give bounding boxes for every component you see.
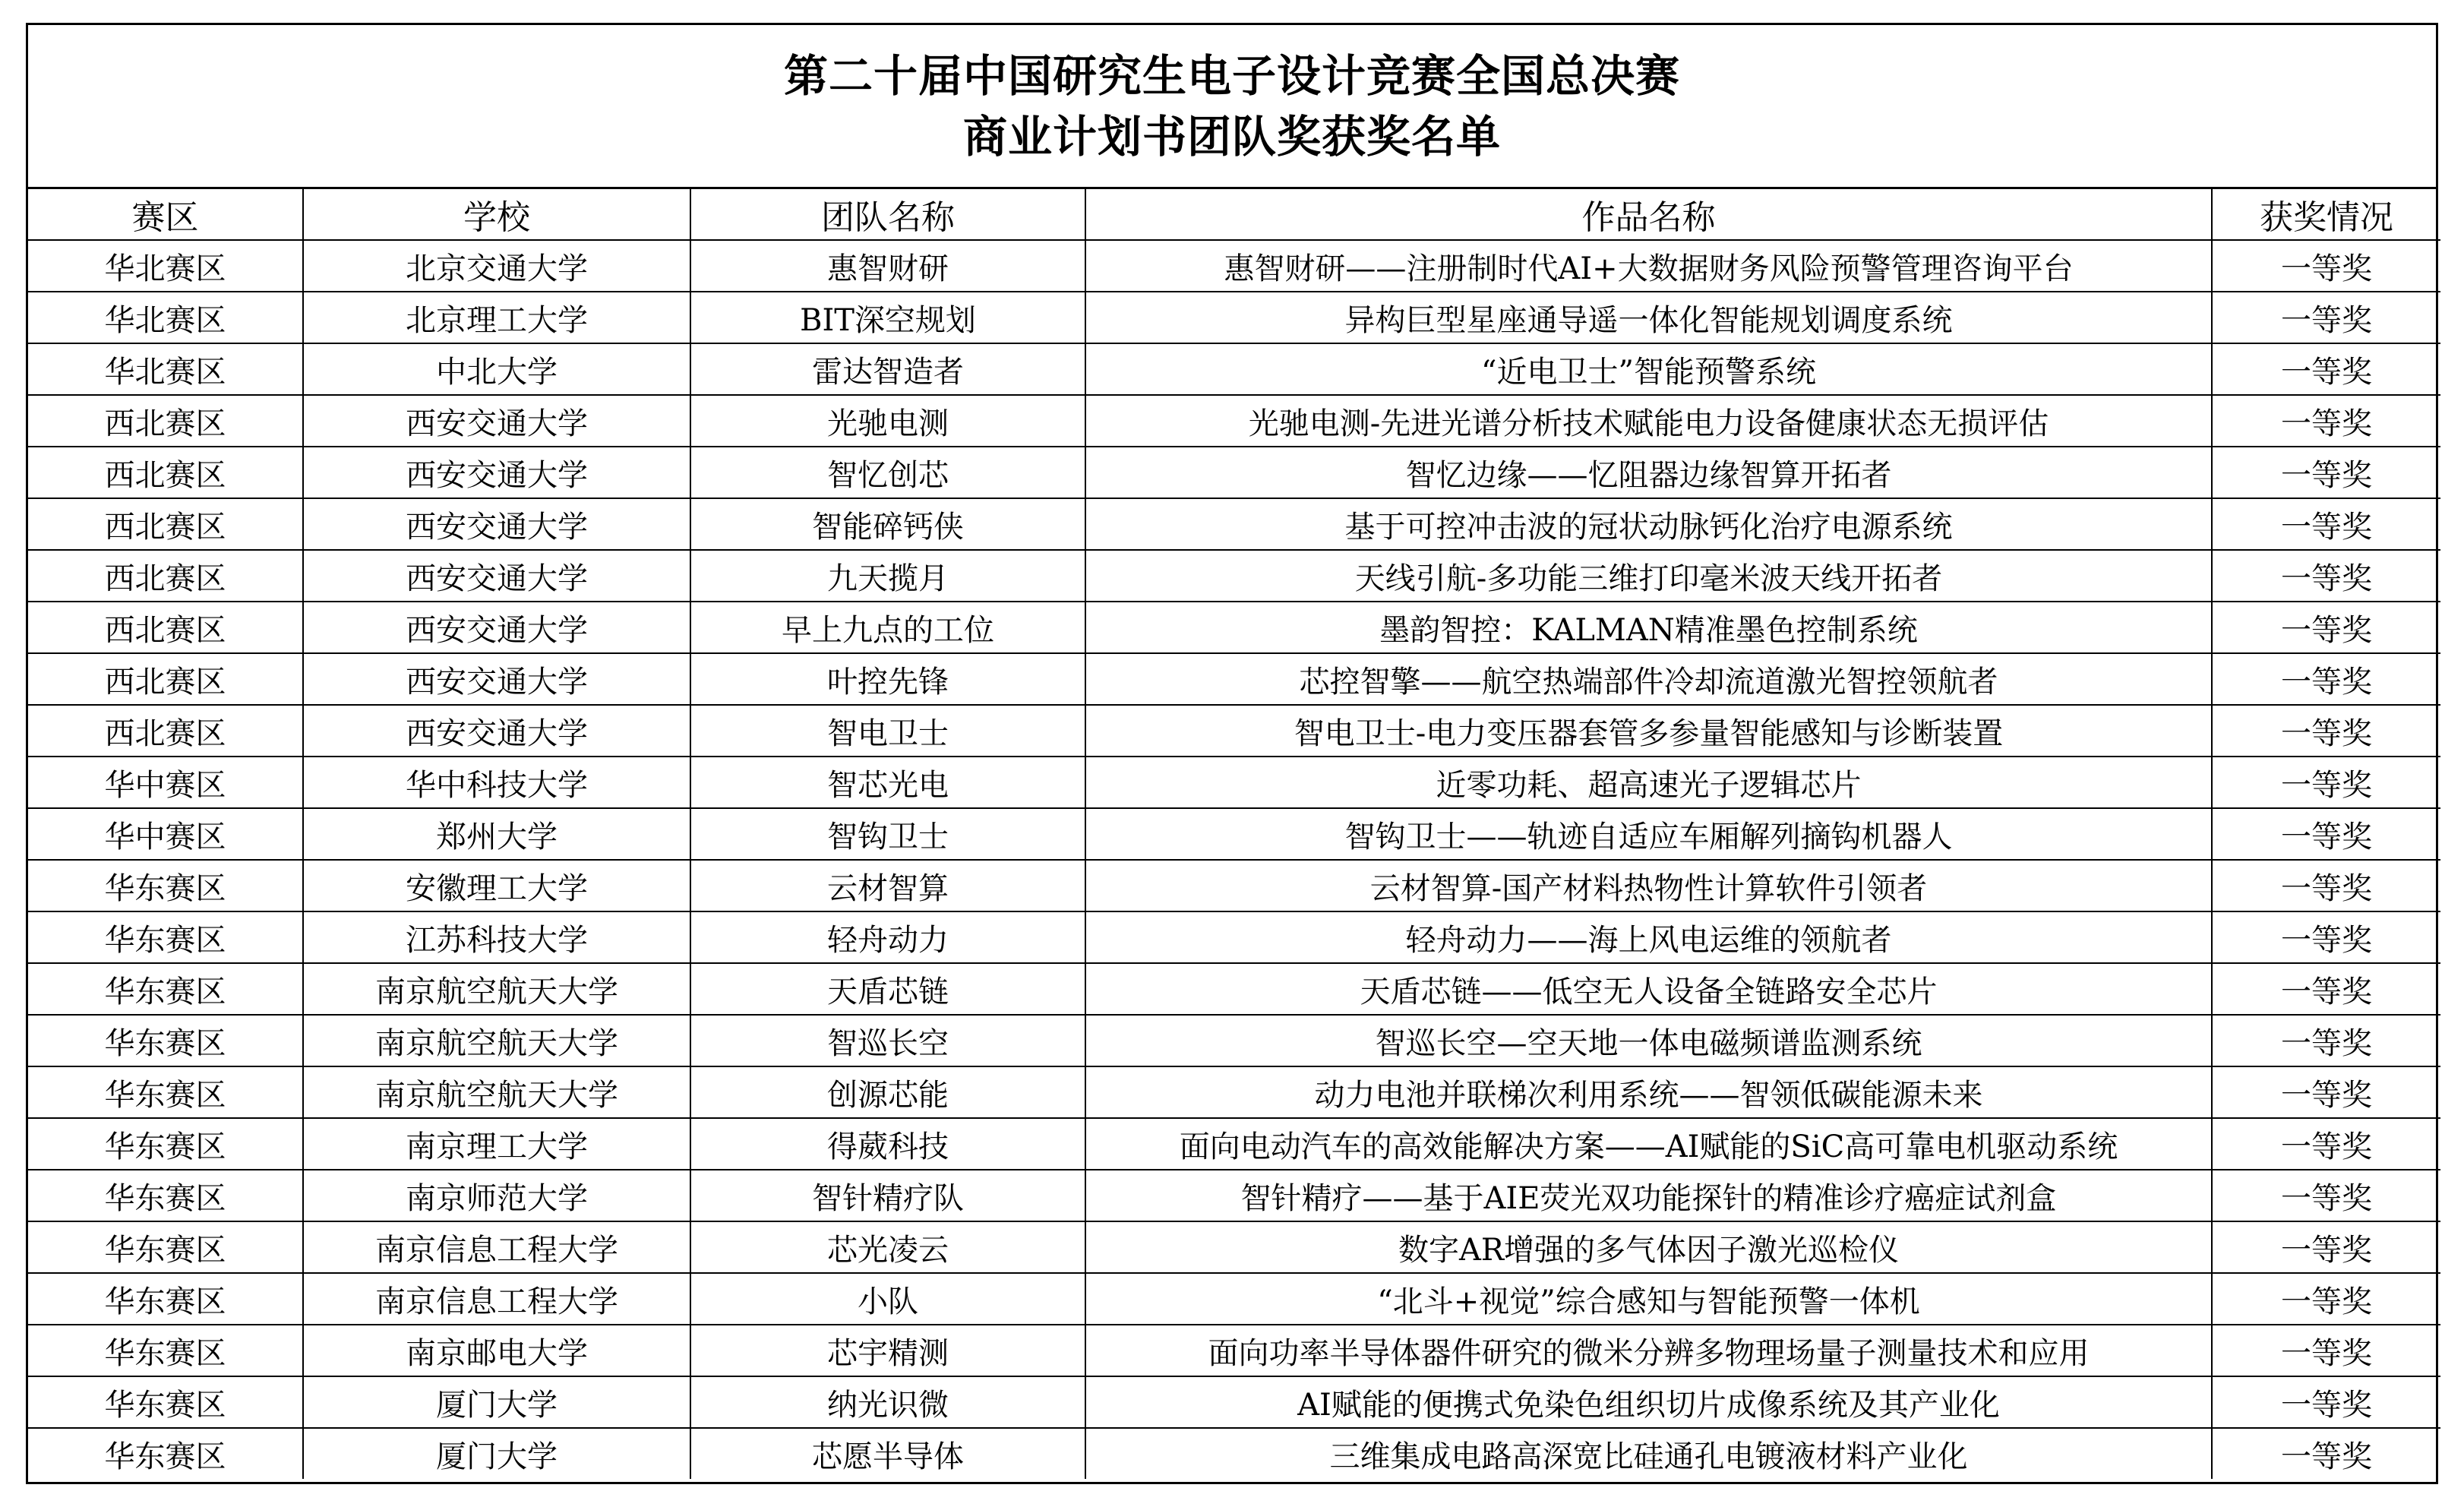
cell-region: 华东赛区 — [28, 1273, 303, 1325]
cell-award: 一等奖 — [2212, 1273, 2440, 1325]
table-row — [28, 653, 2440, 705]
cell-team-name: 云材智算 — [690, 860, 1085, 911]
cell-work-name: 智巡长空—空天地一体电磁频谱监测系统 — [1085, 1015, 2212, 1066]
cell-work-name: 惠智财研——注册制时代AI+大数据财务风险预警管理咨询平台 — [1085, 240, 2212, 292]
cell-work-name: 智钩卫士——轨迹自适应车厢解列摘钩机器人 — [1085, 808, 2212, 860]
cell-award: 一等奖 — [2212, 860, 2440, 911]
cell-school: 南京理工大学 — [303, 1118, 690, 1170]
cell-award: 一等奖 — [2212, 1118, 2440, 1170]
header-region: 赛区 — [28, 189, 303, 240]
header-school: 学校 — [303, 189, 690, 240]
cell-award: 一等奖 — [2281, 1439, 2372, 1474]
cell-work-name: AI赋能的便携式免染色组织切片成像系统及其产业化 — [1085, 1376, 2212, 1428]
cell-school: 南京信息工程大学 — [303, 1221, 690, 1273]
table-row — [28, 757, 2440, 808]
cell-region: 华东赛区 — [28, 860, 303, 911]
cell-work-name: 芯控智擎——航空热端部件冷却流道激光智控领航者 — [1085, 653, 2212, 705]
cell-award: 一等奖 — [2212, 653, 2440, 705]
cell-work-name: 数字AR增强的多气体因子激光巡检仪 — [1085, 1221, 2212, 1273]
cell-region: 华东赛区 — [28, 1428, 303, 1479]
cell-school: 中北大学 — [303, 343, 690, 395]
cell-team-name: 芯光凌云 — [690, 1221, 1085, 1273]
table-body — [28, 240, 2440, 1479]
cell-work-name: 面向功率半导体器件研究的微米分辨多物理场量子测量技术和应用 — [1085, 1325, 2212, 1376]
header-work-name: 作品名称 — [1085, 189, 2212, 240]
cell-region: 华东赛区 — [28, 1118, 303, 1170]
cell-award: 一等奖 — [2212, 240, 2440, 292]
cell-award: 一等奖 — [2212, 602, 2440, 653]
cell-region: 华东赛区 — [28, 1015, 303, 1066]
table-row — [28, 498, 2440, 550]
cell-work-name: 天线引航-多功能三维打印毫米波天线开拓者 — [1085, 550, 2212, 602]
document-subtitle: 商业计划书团队奖获奖名单 — [962, 110, 1501, 163]
table-row — [28, 292, 2440, 343]
cell-school: 西安交通大学 — [303, 447, 690, 498]
cell-school: 郑州大学 — [303, 808, 690, 860]
table-row — [28, 1376, 2440, 1428]
cell-work-name: 云材智算-国产材料热物性计算软件引领者 — [1085, 860, 2212, 911]
cell-school: 安徽理工大学 — [303, 860, 690, 911]
cell-region: 华中赛区 — [28, 757, 303, 808]
cell-team-name: 纳光识微 — [690, 1376, 1085, 1428]
cell-region: 华东赛区 — [28, 1066, 303, 1118]
cell-award: 一等奖 — [2212, 705, 2440, 757]
cell-award: 一等奖 — [2212, 498, 2440, 550]
cell-school: 西安交通大学 — [303, 602, 690, 653]
table-row — [28, 343, 2440, 395]
cell-work-name: 面向电动汽车的高效能解决方案——AI赋能的SiC高可靠电机驱动系统 — [1085, 1118, 2212, 1170]
cell-award: 一等奖 — [2212, 1325, 2440, 1376]
cell-work-name: 异构巨型星座通导遥一体化智能规划调度系统 — [1085, 292, 2212, 343]
cell-award: 一等奖 — [2212, 757, 2440, 808]
cell-award: 一等奖 — [2212, 395, 2440, 447]
cell-school: 北京理工大学 — [303, 292, 690, 343]
cell-work-name: 光驰电测-先进光谱分析技术赋能电力设备健康状态无损评估 — [1085, 395, 2212, 447]
table-row — [28, 808, 2440, 860]
cell-region: 华东赛区 — [28, 1221, 303, 1273]
table-row — [28, 1015, 2440, 1066]
cell-school: 南京邮电大学 — [303, 1325, 690, 1376]
cell-region: 华中赛区 — [28, 808, 303, 860]
cell-team-name: 智钩卫士 — [690, 808, 1085, 860]
cell-team-name: 早上九点的工位 — [690, 602, 1085, 653]
cell-work-name: 基于可控冲击波的冠状动脉钙化治疗电源系统 — [1085, 498, 2212, 550]
cell-work-name: 三维集成电路高深宽比硅通孔电镀液材料产业化 — [1085, 1428, 2212, 1479]
cell-team-name: 光驰电测 — [690, 395, 1085, 447]
cell-region: 西北赛区 — [28, 653, 303, 705]
document-title: 第二十届中国研究生电子设计竞赛全国总决赛 — [783, 49, 1680, 102]
table-row — [28, 1170, 2440, 1221]
cell-work-name: 智针精疗——基于AIE荧光双功能探针的精准诊疗癌症试剂盒 — [1085, 1170, 2212, 1221]
cell-award: 一等奖 — [2212, 1066, 2440, 1118]
cell-award: 一等奖 — [2212, 292, 2440, 343]
cell-region: 西北赛区 — [28, 705, 303, 757]
cell-school: 西安交通大学 — [303, 498, 690, 550]
cell-award: 一等奖 — [2212, 1376, 2440, 1428]
cell-region: 西北赛区 — [28, 395, 303, 447]
cell-work-name: 轻舟动力——海上风电运维的领航者 — [1085, 911, 2212, 963]
cell-school: 西安交通大学 — [303, 705, 690, 757]
cell-region: 华东赛区 — [28, 911, 303, 963]
cell-team-name: 芯宇精测 — [690, 1325, 1085, 1376]
cell-team-name: 智针精疗队 — [690, 1170, 1085, 1221]
table-row — [28, 447, 2440, 498]
cell-team-name: 九天揽月 — [690, 550, 1085, 602]
cell-team-name: BIT深空规划 — [690, 292, 1085, 343]
award-table — [28, 189, 2440, 1479]
cell-school: 南京航空航天大学 — [303, 963, 690, 1015]
cell-region: 华东赛区 — [28, 1170, 303, 1221]
cell-region: 华北赛区 — [28, 292, 303, 343]
cell-team-name: 芯愿半导体 — [690, 1428, 1085, 1479]
cell-region: 华东赛区 — [28, 1325, 303, 1376]
cell-school: 厦门大学 — [303, 1376, 690, 1428]
table-row — [28, 240, 2440, 292]
cell-school: 西安交通大学 — [303, 653, 690, 705]
cell-team-name: 小队 — [690, 1273, 1085, 1325]
cell-school: 西安交通大学 — [303, 550, 690, 602]
table-row — [28, 1221, 2440, 1273]
cell-work-name: 动力电池并联梯次利用系统——智领低碳能源未来 — [1085, 1066, 2212, 1118]
cell-team-name: 叶控先锋 — [690, 653, 1085, 705]
cell-school: 江苏科技大学 — [303, 911, 690, 963]
table-row — [28, 1066, 2440, 1118]
cell-school: 厦门大学 — [303, 1428, 690, 1479]
cell-work-name: 近零功耗、超高速光子逻辑芯片 — [1085, 757, 2212, 808]
cell-work-name: 智忆边缘——忆阻器边缘智算开拓者 — [1085, 447, 2212, 498]
cell-team-name: 得葳科技 — [690, 1118, 1085, 1170]
cell-school: 南京信息工程大学 — [303, 1273, 690, 1325]
cell-region: 西北赛区 — [28, 447, 303, 498]
table-row — [28, 395, 2440, 447]
table-header-row — [28, 189, 2440, 240]
cell-team-name: 智能碎钙侠 — [690, 498, 1085, 550]
cell-team-name: 惠智财研 — [690, 240, 1085, 292]
cell-award: 一等奖 — [2212, 550, 2440, 602]
cell-award: 一等奖 — [2212, 1170, 2440, 1221]
cell-region: 西北赛区 — [28, 602, 303, 653]
cell-award: 一等奖 — [2212, 1015, 2440, 1066]
cell-team-name: 雷达智造者 — [690, 343, 1085, 395]
cell-award: 一等奖 — [2212, 343, 2440, 395]
cell-team-name: 智芯光电 — [690, 757, 1085, 808]
table-row — [28, 602, 2440, 653]
cell-work-name: “近电卫士”智能预警系统 — [1085, 343, 2212, 395]
table-row — [28, 1428, 2440, 1479]
table-row — [28, 1118, 2440, 1170]
cell-region: 华东赛区 — [28, 1376, 303, 1428]
cell-school: 南京航空航天大学 — [303, 1015, 690, 1066]
cell-region: 华北赛区 — [28, 343, 303, 395]
table-row — [28, 911, 2440, 963]
cell-award: 一等奖 — [2212, 1221, 2440, 1273]
table-row — [28, 550, 2440, 602]
table-row — [28, 1273, 2440, 1325]
cell-team-name: 创源芯能 — [690, 1066, 1085, 1118]
cell-region: 华东赛区 — [28, 963, 303, 1015]
cell-region: 华北赛区 — [28, 240, 303, 292]
cell-school: 南京航空航天大学 — [303, 1066, 690, 1118]
cell-work-name: 墨韵智控：KALMAN精准墨色控制系统 — [1085, 602, 2212, 653]
cell-team-name: 智忆创芯 — [690, 447, 1085, 498]
cell-region: 西北赛区 — [28, 498, 303, 550]
cell-award: 一等奖 — [2212, 963, 2440, 1015]
cell-team-name: 智巡长空 — [690, 1015, 1085, 1066]
cell-team-name: 智电卫士 — [690, 705, 1085, 757]
table-row — [28, 1325, 2440, 1376]
title-block — [28, 25, 2436, 189]
table-row — [28, 963, 2440, 1015]
cell-work-name: “北斗+视觉”综合感知与智能预警一体机 — [1085, 1273, 2212, 1325]
table-row — [28, 705, 2440, 757]
cell-school: 北京交通大学 — [303, 240, 690, 292]
cell-award: 一等奖 — [2212, 808, 2440, 860]
cell-team-name: 轻舟动力 — [690, 911, 1085, 963]
cell-school: 西安交通大学 — [303, 395, 690, 447]
table-row — [28, 860, 2440, 911]
cell-work-name: 天盾芯链——低空无人设备全链路安全芯片 — [1085, 963, 2212, 1015]
cell-work-name: 智电卫士-电力变压器套管多参量智能感知与诊断装置 — [1085, 705, 2212, 757]
header-award: 获奖情况 — [2212, 189, 2440, 240]
header-team-name: 团队名称 — [690, 189, 1085, 240]
cell-award: 一等奖 — [2212, 911, 2440, 963]
cell-school: 南京师范大学 — [303, 1170, 690, 1221]
cell-team-name: 天盾芯链 — [690, 963, 1085, 1015]
cell-school: 华中科技大学 — [303, 757, 690, 808]
award-list-document — [26, 23, 2438, 1484]
cell-region: 西北赛区 — [28, 550, 303, 602]
cell-award: 一等奖 — [2212, 447, 2440, 498]
